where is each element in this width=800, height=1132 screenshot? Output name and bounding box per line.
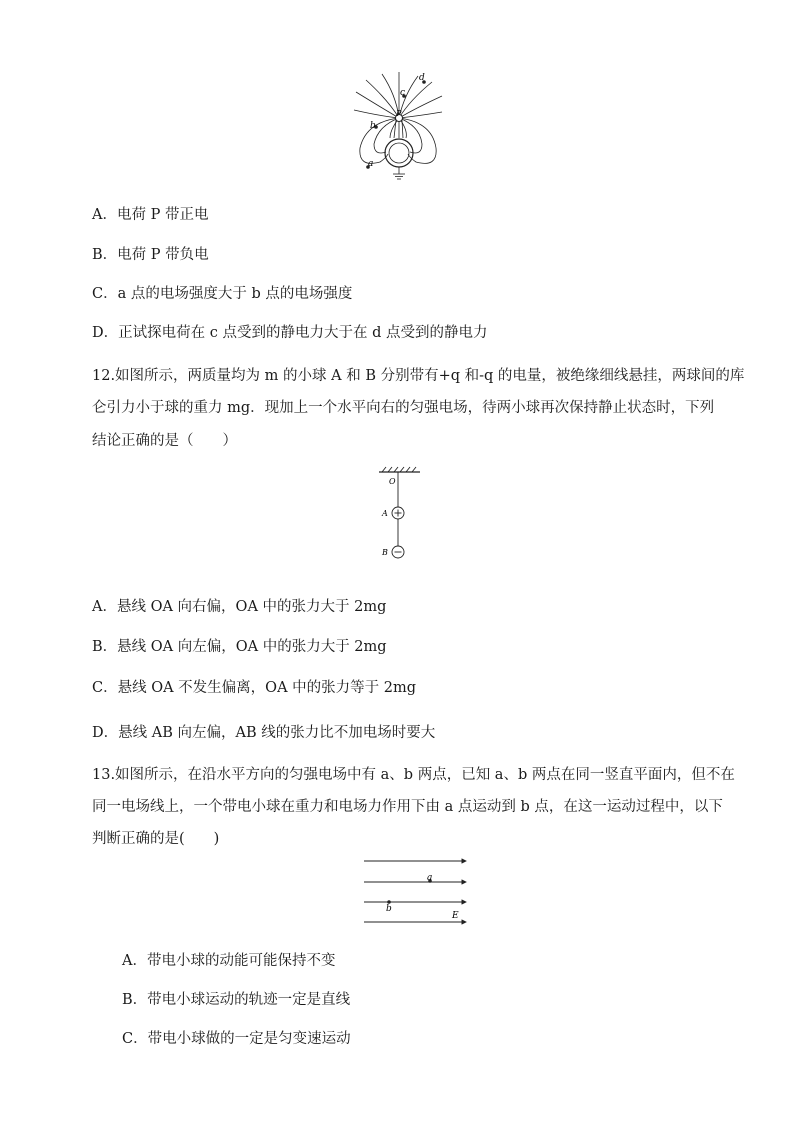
q11-option-d: D．正试探电荷在 c 点受到的静电力大于在 d 点受到的静电力 <box>92 325 488 341</box>
q13-stem-line-1: 13.如图所示，在沿水平方向的匀强电场中有 a、b 两点，已知 a、b 两点在同一竖直平面内，但不在 <box>92 767 735 783</box>
q13-option-c: C．带电小球做的一定是匀变速运动 <box>122 1031 351 1047</box>
q13-option-a: A．带电小球的动能可能保持不变 <box>122 953 336 969</box>
q13-stem-line-3: 判断正确的是( ) <box>92 831 220 847</box>
q13-stem-line-2: 同一电场线上，一个带电小球在重力和电场力作用下由 a 点运动到 b 点，在这一运动过程中，以下 <box>92 799 723 815</box>
q12-option-d: D．悬线 AB 向左偏，AB 线的张力比不加电场时要大 <box>92 725 436 741</box>
q11-option-a: A．电荷 P 带正电 <box>92 207 209 223</box>
q12-stem-line-1: 12.如图所示，两质量均为 m 的小球 A 和 B 分别带有+q 和-q 的电量，被绝缘细线悬挂，两球间的库 <box>92 368 745 384</box>
label-point-a: a <box>427 873 433 883</box>
q13-option-b: B．带电小球运动的轨迹一定是直线 <box>122 992 351 1008</box>
hanging-balls-figure <box>376 466 426 564</box>
q11-option-b: B．电荷 P 带负电 <box>92 247 209 263</box>
label-b: b <box>370 121 376 131</box>
q12-option-c: C．悬线 OA 不发生偏离，OA 中的张力等于 2mg <box>92 680 417 696</box>
q12-stem-line-2: 仑引力小于球的重力 mg．现加上一个水平向右的匀强电场，待两小球再次保持静止状态时，下列 <box>92 400 715 416</box>
label-a: a <box>368 159 374 169</box>
label-o: O <box>389 477 396 486</box>
q12-option-b: B．悬线 OA 向左偏，OA 中的张力大于 2mg <box>92 639 387 655</box>
label-d: d <box>419 73 425 83</box>
q12-option-a: A．悬线 OA 向右偏，OA 中的张力大于 2mg <box>92 599 387 615</box>
q11-option-c: C．a 点的电场强度大于 b 点的电场强度 <box>92 286 353 302</box>
label-field-e: E <box>452 911 459 921</box>
label-point-b: b <box>386 904 392 914</box>
label-ball-a: A <box>382 509 388 518</box>
label-ball-b: B <box>382 548 388 557</box>
label-p: P <box>396 109 402 118</box>
q12-stem-line-3: 结论正确的是（ ） <box>92 433 237 449</box>
field-lines-figure <box>352 70 444 182</box>
uniform-field-figure <box>362 852 472 928</box>
label-c: c <box>400 88 406 98</box>
